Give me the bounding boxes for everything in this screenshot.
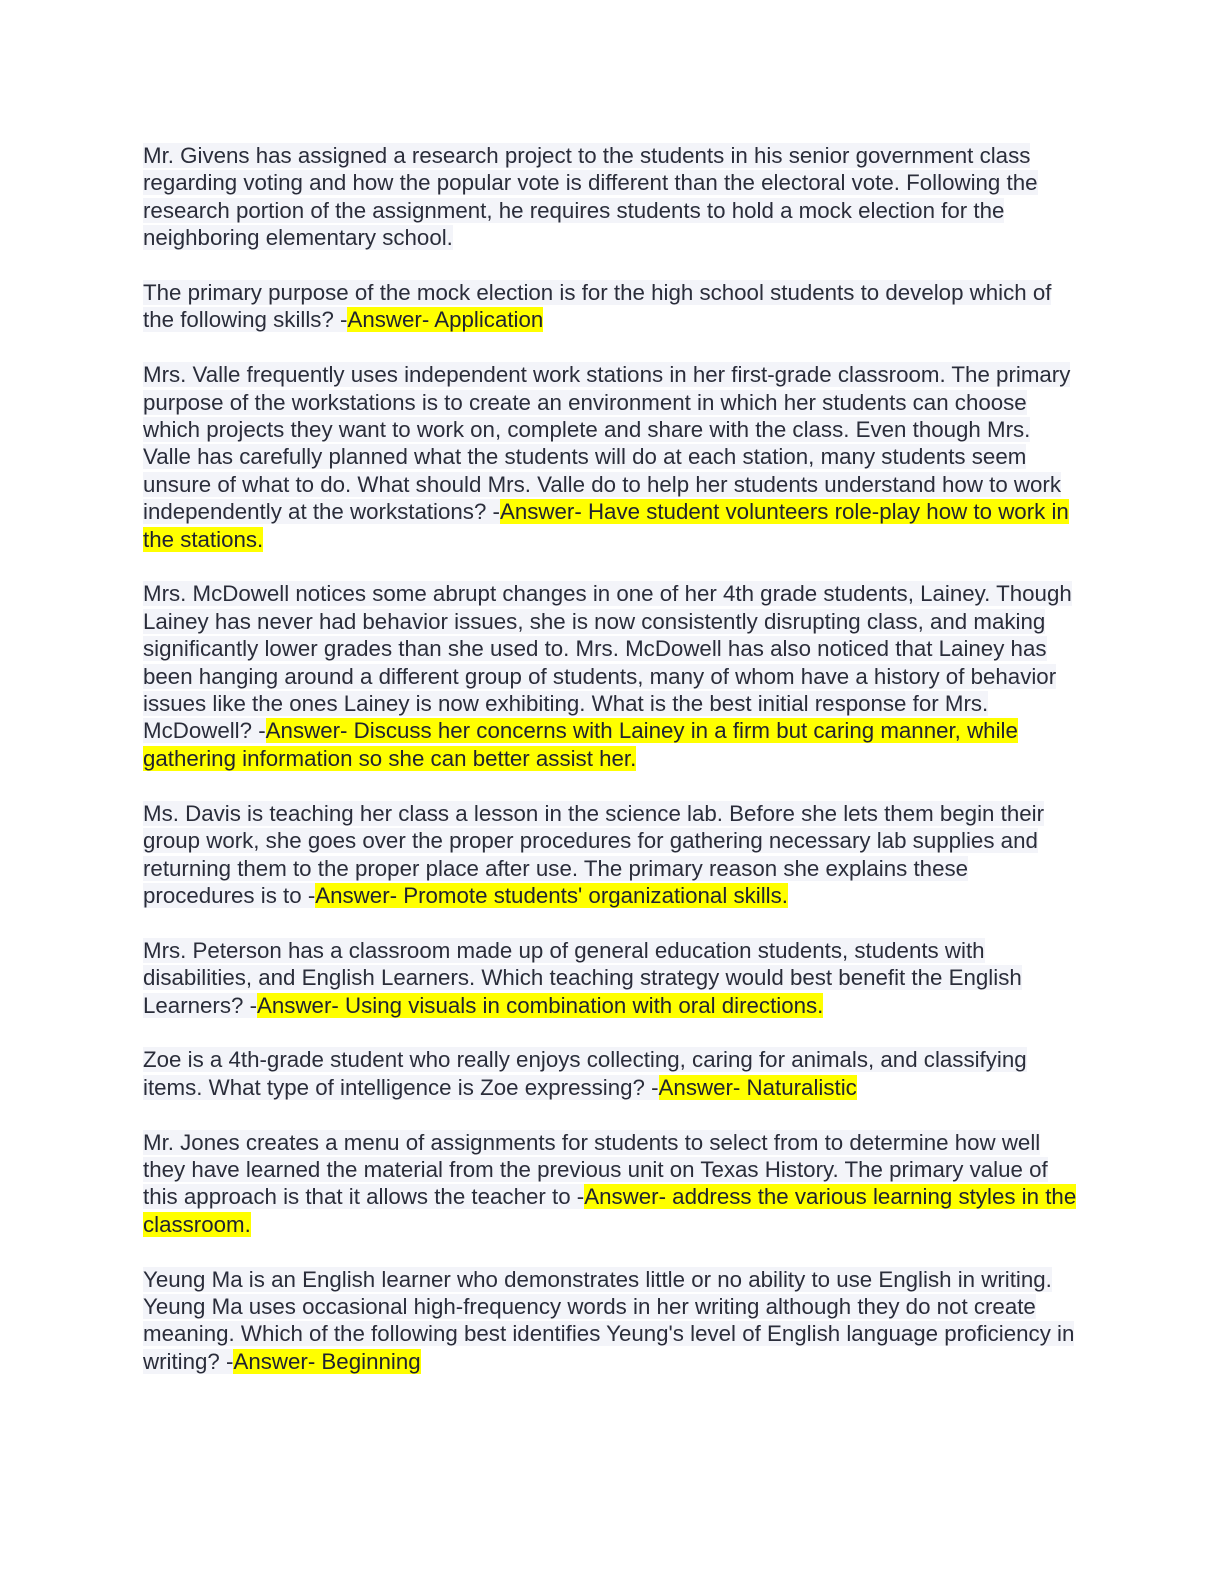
paragraph-question-5 [143,937,1083,1019]
question-text: Mrs. McDowell notices some abrupt changes in one of her 4th grade students, Lainey. Though Lainey has never had behavior issues, she is now consistently disrupting class, and making significantly lower grades than she used to. Mrs. McDowell has also noticed that Lainey has been hanging around a different group of students, many of whom have a history of behavior issues like the ones Lainey is now exhibiting. What is the best initial response for Mrs. McDowell? [143,581,1072,744]
paragraph-question-6 [143,1046,1083,1101]
paragraph-question-1 [143,279,1083,334]
answer-separator: - [252,718,266,744]
answer-highlight: Answer- Using visuals in combination with oral directions. [257,992,824,1018]
answer-separator: - [219,1348,234,1374]
answer-separator: - [301,882,316,908]
question-text: Mrs. Valle frequently uses independent work stations in her first-grade classroom. The primary purpose of the workstations is to create an environment in which her students can choose which projects they want to work on, complete and share with the class. Even though Mrs. Valle has carefully planned what the students will do at each station, many students seem unsure of what to do. What should Mrs. Valle do to help her students understand how to work independently at the workstations? [143,362,1071,525]
answer-highlight: Answer- Beginning [233,1348,421,1374]
paragraph-question-4 [143,800,1083,910]
question-text: Mr. Jones creates a menu of assignments for students to select from to determine how well they have learned the material from the previous unit on Texas History. The primary value of this approach is that it allows the teacher to [143,1129,1048,1210]
question-text: Mr. Givens has assigned a research project to the students in his senior government class regarding voting and how the popular vote is different than the electoral vote. Following the research portion of the assignment, he requires students to hold a mock election for the neighboring elementary school. [143,143,1038,251]
answer-highlight: Answer- Have student volunteers role-play how to work in the stations. [143,499,1069,552]
answer-separator: - [333,307,348,333]
paragraph-question-8 [143,1266,1083,1376]
answer-highlight: Answer- Promote students' organizational skills. [315,882,788,908]
answer-separator: - [644,1074,659,1100]
paragraph-intro [143,142,1083,252]
question-text: Zoe is a 4th-grade student who really enjoys collecting, caring for animals, and classifying items. What type of intelligence is Zoe expressing? [143,1047,1027,1100]
question-text: The primary purpose of the mock election is for the high school students to develop which of the following skills? [143,280,1052,333]
paragraph-question-3 [143,580,1083,772]
paragraph-question-7 [143,1129,1083,1239]
answer-separator: - [486,499,500,525]
answer-highlight: Answer- Application [347,307,544,333]
paragraph-question-2 [143,361,1083,553]
question-text: Ms. Davis is teaching her class a lesson in the science lab. Before she lets them begin their group work, she goes over the proper procedures for gathering necessary lab supplies and returning them to the proper place after use. The primary reason she explains these procedures is to [143,800,1044,908]
answer-highlight: Answer- Discuss her concerns with Lainey in a firm but caring manner, while gathering information so she can better assist her. [143,718,1018,771]
answer-separator: - [243,992,258,1018]
document-page [143,142,1083,1403]
question-text: Mrs. Peterson has a classroom made up of general education students, students with disabilities, and English Learners. Which teaching strategy would best benefit the English Learners? [143,937,1022,1018]
answer-highlight: Answer- address the various learning styles in the classroom. [143,1184,1077,1237]
question-text: Yeung Ma is an English learner who demonstrates little or no ability to use English in writing. Yeung Ma uses occasional high-frequency words in her writing although they do not create meaning. Which of the following best identifies Yeung's level of English language proficiency in writing? [143,1266,1075,1374]
answer-highlight: Answer- Naturalistic [658,1074,857,1100]
answer-separator: - [570,1184,585,1210]
